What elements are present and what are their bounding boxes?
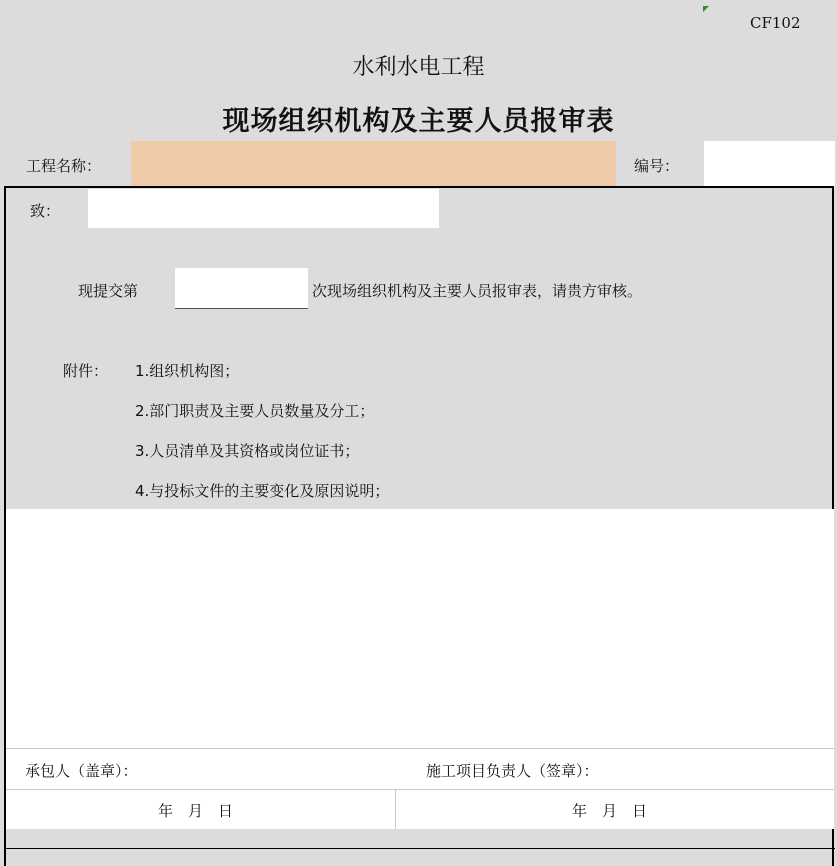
cell-comment-marker-icon xyxy=(703,6,709,12)
project-manager-signature-label: 施工项目负责人（签章）： xyxy=(426,762,599,780)
bottom-border xyxy=(4,848,835,849)
manager-date[interactable]: 年 月 日 xyxy=(572,802,648,820)
contractor-seal-label: 承包人（盖章）： xyxy=(25,762,138,780)
attachment-item: 1.组织机构图； xyxy=(135,362,240,380)
divider xyxy=(6,748,834,749)
attachments-label: 附件： xyxy=(63,362,109,380)
attachment-item: 2.部门职责及主要人员数量及分工； xyxy=(135,402,375,420)
contractor-seal-field[interactable] xyxy=(176,750,394,788)
submission-suffix: 次现场组织机构及主要人员报审表，请贵方审核。 xyxy=(312,282,643,300)
recipient-field[interactable] xyxy=(88,189,439,228)
contractor-date[interactable]: 年 月 日 xyxy=(158,802,234,820)
project-name-label: 工程名称： xyxy=(26,157,102,175)
project-manager-signature-field[interactable] xyxy=(660,750,834,788)
form-code: CF102 xyxy=(750,14,801,32)
form-subtitle: 水利水电工程 xyxy=(352,55,485,80)
form-number-field[interactable] xyxy=(704,141,835,187)
attachment-item: 3.人员清单及其资格或岗位证书； xyxy=(135,442,360,460)
attachment-item: 4.与投标文件的主要变化及原因说明； xyxy=(135,482,390,500)
submission-prefix: 现提交第 xyxy=(78,282,139,300)
form-number-label: 编号： xyxy=(634,157,680,175)
submission-count-field[interactable] xyxy=(175,268,308,309)
recipient-label: 致： xyxy=(30,202,61,220)
divider xyxy=(6,789,834,790)
form-title: 现场组织机构及主要人员报审表 xyxy=(222,106,615,137)
divider xyxy=(395,789,396,829)
project-name-field[interactable] xyxy=(131,141,616,187)
